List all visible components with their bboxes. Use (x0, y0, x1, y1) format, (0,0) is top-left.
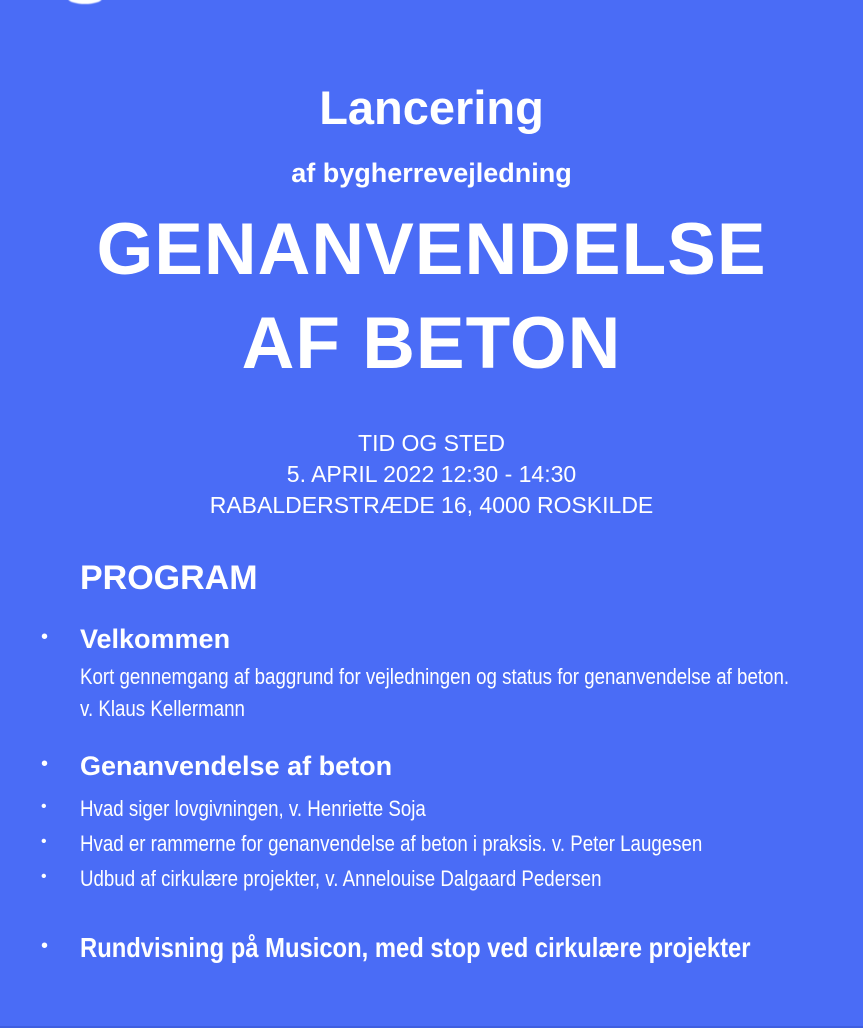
program-item-label: Rundvisning på Musicon, med stop ved cirkulære projekter (80, 932, 751, 963)
event-subtitle: af bygherrevejledning (291, 158, 572, 188)
bullet-icon: • (41, 833, 47, 850)
bullet-icon: • (41, 798, 47, 815)
detail-line: v. Klaus Kellermann (80, 696, 245, 721)
headline-line-2: AF BETON (241, 303, 622, 384)
program-item-genanvendelse (41, 751, 853, 782)
venue-address: RABALDERSTRÆDE 16, 4000 ROSKILDE (209, 492, 654, 518)
program-item-velkommen-details (80, 661, 863, 725)
program-item-label: Hvad siger lovgivningen, v. Henriette Soja (80, 796, 426, 821)
program-item-rammer (41, 831, 853, 857)
venue-datetime: 5. APRIL 2022 12:30 - 14:30 (286, 461, 577, 487)
program-item-udbud (41, 866, 853, 892)
program-item-velkommen (41, 624, 853, 655)
program-item-label: Genanvendelse af beton (80, 751, 393, 781)
bullet-icon: • (41, 753, 49, 775)
event-title: Lancering (319, 81, 544, 134)
program-item-lovgivning (41, 796, 853, 822)
bullet-icon: • (41, 868, 47, 885)
logo-fragment-icon (68, 0, 102, 4)
headline-line-1: GENANVENDELSE (96, 209, 767, 290)
detail-line: Kort gennemgang af baggrund for vejledningen og status for genanvendelse af beton. (80, 664, 790, 689)
bullet-icon: • (41, 626, 49, 648)
venue-block (0, 428, 863, 521)
program-item-label: Velkommen (80, 624, 231, 654)
bullet-icon: • (41, 935, 49, 957)
program-item-label: Udbud af cirkulære projekter, v. Annelouise Dalgaard Pedersen (80, 866, 602, 891)
venue-heading: TID OG STED (358, 430, 505, 456)
program-item-label: Hvad er rammerne for genanvendelse af beton i praksis. v. Peter Laugesen (80, 831, 703, 856)
program-item-rundvisning (41, 932, 853, 964)
program-heading: PROGRAM (80, 559, 258, 597)
